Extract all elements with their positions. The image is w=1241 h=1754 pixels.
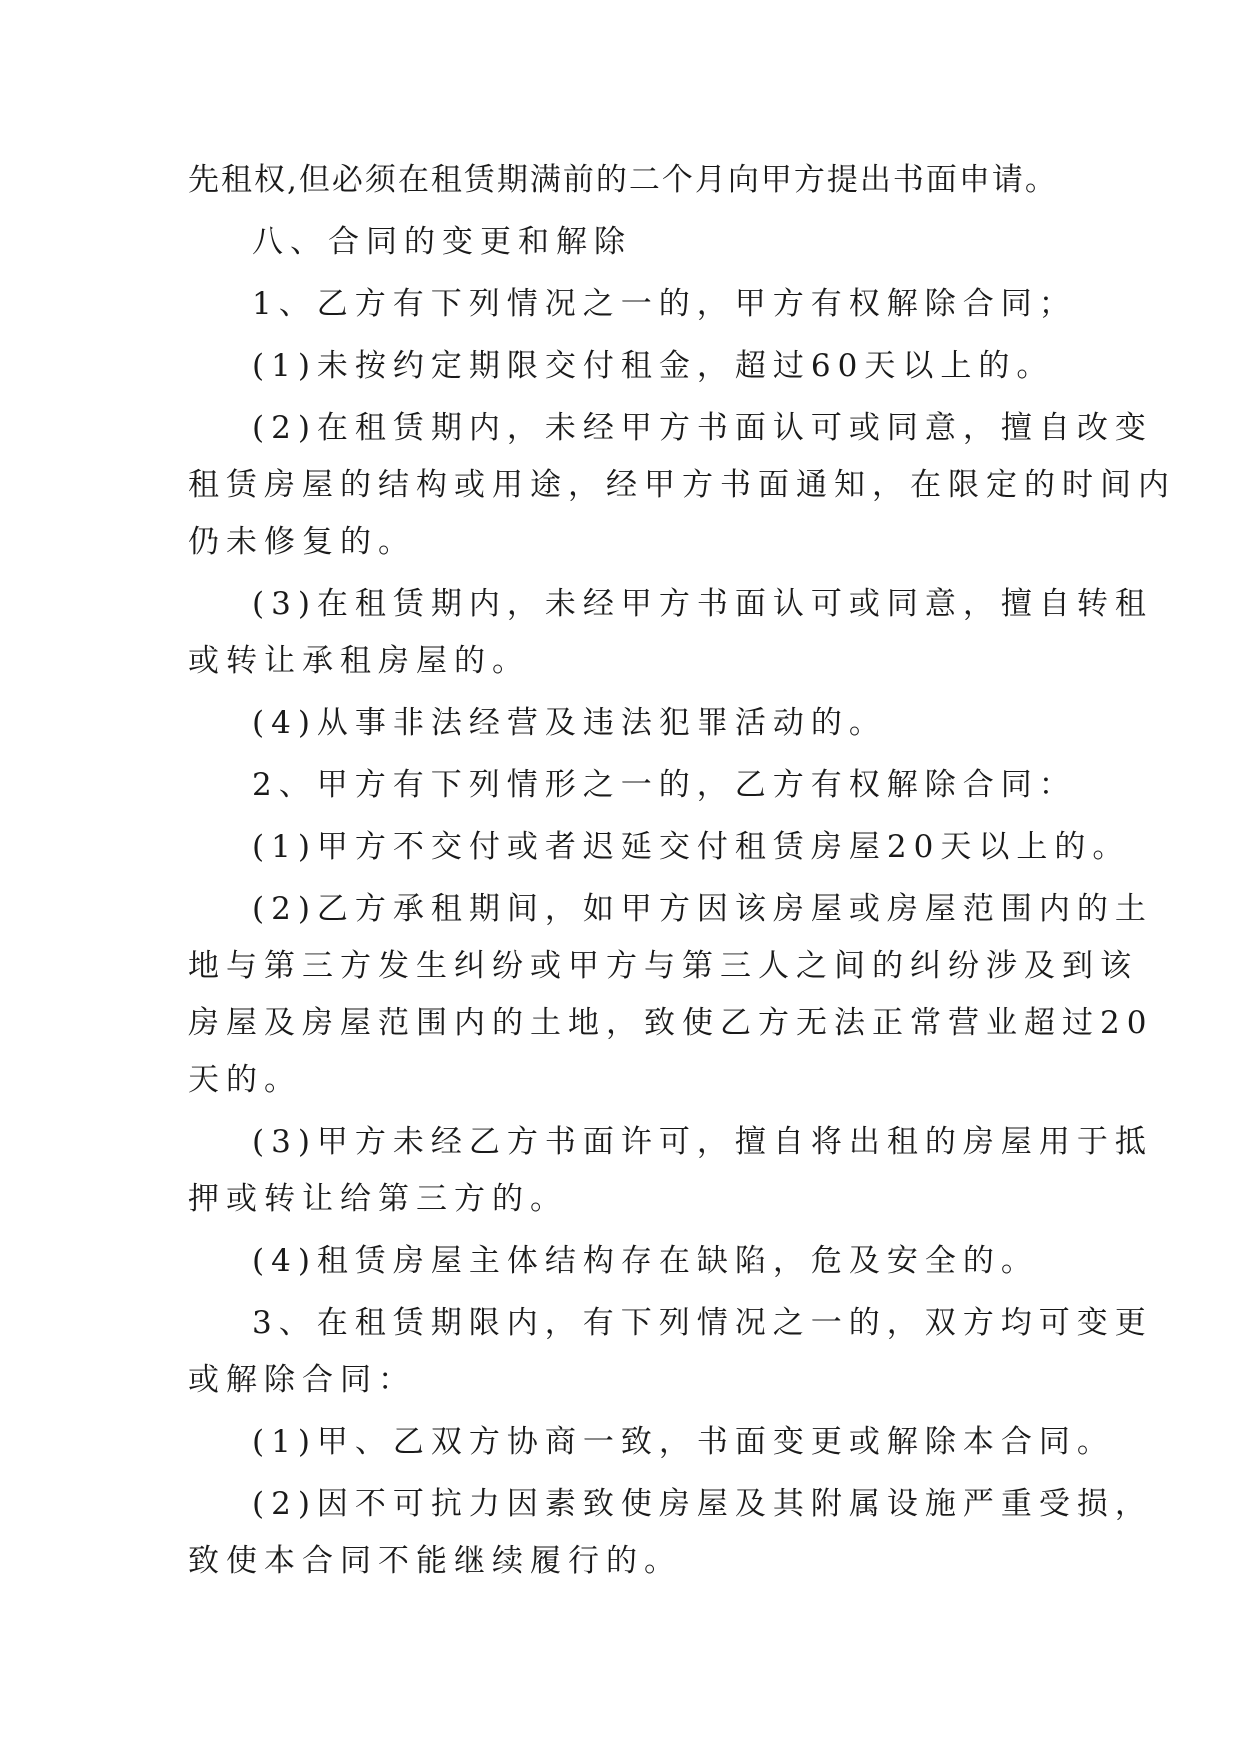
- clause-heading: 3、在租赁期限内，有下列情况之一的，双方均可变更: [252, 1305, 1153, 1341]
- paragraph-line: (4)从事非法经营及违法犯罪活动的。: [252, 705, 887, 741]
- paragraph-line: (3)在租赁期内，未经甲方书面认可或同意，擅自转租: [252, 586, 1153, 622]
- paragraph-line: (2)在租赁期内，未经甲方书面认可或同意，擅自改变: [252, 410, 1153, 446]
- paragraph-line: 租赁房屋的结构或用途，经甲方书面通知，在限定的时间内: [188, 467, 1176, 503]
- clause-heading: 1、乙方有下列情况之一的，甲方有权解除合同；: [252, 286, 1077, 322]
- paragraph-line: (1)甲、乙双方协商一致，书面变更或解除本合同。: [252, 1424, 1115, 1460]
- section-heading: 八、合同的变更和解除: [252, 224, 632, 260]
- paragraph-line: 天的。: [188, 1062, 302, 1098]
- paragraph-line: (3)甲方未经乙方书面许可，擅自将出租的房屋用于抵: [252, 1124, 1153, 1160]
- paragraph-line: 致使本合同不能继续履行的。: [188, 1543, 682, 1579]
- paragraph-line: 房屋及房屋范围内的土地，致使乙方无法正常营业超过20: [188, 1005, 1154, 1041]
- paragraph-line: 地与第三方发生纠纷或甲方与第三人之间的纠纷涉及到该: [188, 948, 1138, 984]
- clause-heading: 2、甲方有下列情形之一的，乙方有权解除合同：: [252, 767, 1077, 803]
- paragraph-line: (4)租赁房屋主体结构存在缺陷，危及安全的。: [252, 1243, 1039, 1279]
- paragraph-line: (2)乙方承租期间，如甲方因该房屋或房屋范围内的土: [252, 891, 1153, 927]
- paragraph-line: (2)因不可抗力因素致使房屋及其附属设施严重受损，: [252, 1486, 1153, 1522]
- paragraph-line: 先租权,但必须在租赁期满前的二个月向甲方提出书面申请。: [188, 162, 1058, 198]
- paragraph-line: (1)甲方不交付或者迟延交付租赁房屋20天以上的。: [252, 829, 1131, 865]
- paragraph-line: 仍未修复的。: [188, 524, 416, 560]
- paragraph-line: 或转让承租房屋的。: [188, 643, 530, 679]
- paragraph-line: 或解除合同：: [188, 1362, 416, 1398]
- paragraph-line: 押或转让给第三方的。: [188, 1181, 568, 1217]
- paragraph-line: (1)未按约定期限交付租金，超过60天以上的。: [252, 348, 1055, 384]
